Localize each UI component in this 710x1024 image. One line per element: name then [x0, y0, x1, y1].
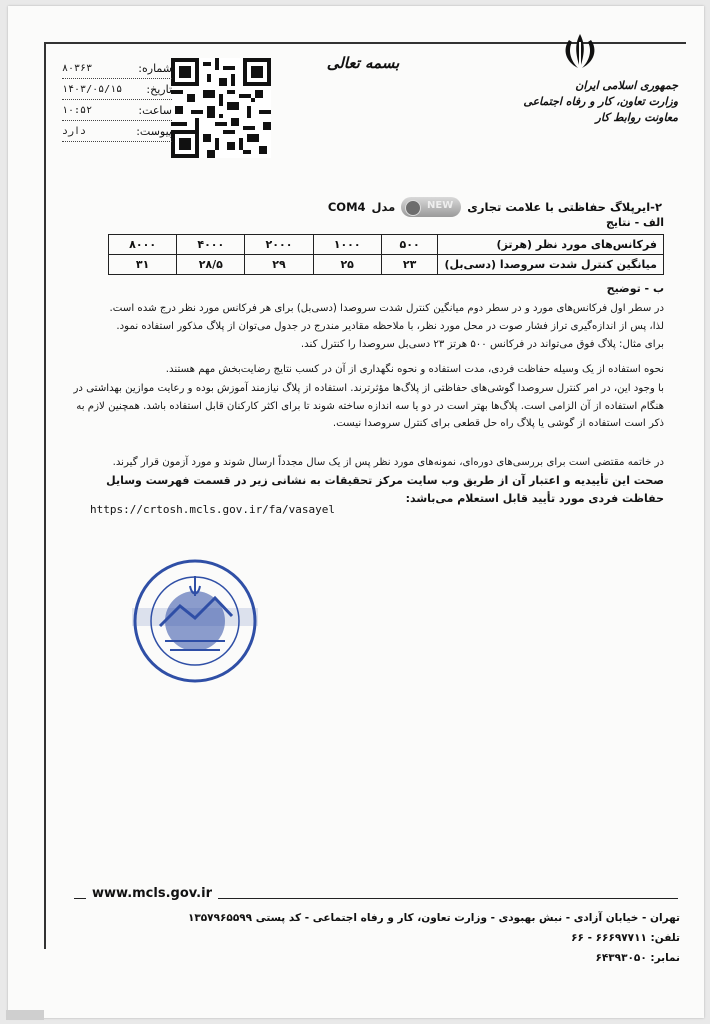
table-header-attenuation: میانگین کنترل شدت سروصدا (دسی‌بل): [438, 255, 664, 275]
meta-number-row: [62, 58, 172, 79]
model-label: مدل: [371, 200, 396, 214]
meta-number-label: شماره:: [138, 62, 172, 75]
meta-attachment-row: [62, 121, 172, 142]
table-row: [109, 235, 664, 255]
scanner-watermark: [6, 1010, 44, 1020]
brand-logo-text: NEW: [427, 200, 454, 211]
table-cell: ۲۵: [313, 255, 381, 275]
meta-date-row: [62, 79, 172, 100]
paragraph-1: در سطر اول فرکانس‌های مورد و در سطر دوم میانگین کنترل شدت سروصدا (دسی‌بل) برای هر فرکانس مورد نظر درج شده است.: [109, 303, 664, 314]
table-cell: ۲۰۰۰: [245, 235, 313, 255]
table-cell: ۲۸/۵: [177, 255, 245, 275]
footer-address-block: [168, 908, 680, 968]
footer-address: تهران - خیابان آزادی - نبش بهبودی - وزارت تعاون، کار و رفاه اجتماعی - کد پستی ۱۳۵۷۹۶۵۵۹۹ تلفن: ۶۶۶۹۷۷۱۱ - ۶۶: [187, 912, 680, 944]
meta-date-value: ۱۴۰۳/۰۵/۱۵: [62, 84, 123, 95]
table-cell: ۵۰۰: [381, 235, 438, 255]
table-cell: ۳۱: [109, 255, 177, 275]
ministry-header: [478, 78, 678, 126]
iran-emblem-icon: [556, 28, 604, 76]
section-title-text: ۲-ایرپلاگ حفاظتی با علامت تجاری: [467, 200, 662, 214]
model-value: COM4: [327, 200, 366, 214]
paragraph-3: برای مثال: پلاگ فوق می‌تواند در فرکانس ۵۰۰ هرتز ۲۳ دسی‌بل سروصدا را کنترل کند.: [300, 339, 664, 350]
table-cell: ۱۰۰۰: [313, 235, 381, 255]
table-cell: ۲۹: [245, 255, 313, 275]
explanation-label: ب - توضیح: [606, 282, 664, 295]
meta-time-row: [62, 100, 172, 121]
verification-url[interactable]: https://crtosh.mcls.gov.ir/fa/vasayel: [90, 503, 336, 516]
meta-number-value: ۸۰۳۶۳: [62, 63, 93, 74]
meta-date-label: تاریخ:: [146, 83, 172, 96]
meta-attachment-value: دارد: [62, 126, 87, 137]
org-line-2: وزارت تعاون، کار و رفاه اجتماعی: [523, 95, 678, 108]
brand-logo-icon: [401, 197, 461, 217]
footer-fax: نمابر: ۶۴۳۹۳۰۵۰: [595, 952, 680, 964]
paragraph-2: لذا، پس از اندازه‌گیری تراز فشار صوت در محل مورد نظر، با ملاحظه مقادیر مندرج در جدول می‌توان از پلاگ مذکور استفاده نمود.: [116, 321, 664, 332]
paragraph-6: در خاتمه مقتضی است برای بررسی‌های دوره‌ای، نمونه‌های مورد نظر پس از یک سال مجدداً ارسال شوند و مورد آزمون قرار گیرند.: [112, 457, 664, 468]
qr-code-icon: [171, 58, 271, 158]
letter-metadata: [62, 58, 172, 142]
table-cell: ۸۰۰۰: [109, 235, 177, 255]
official-seal-icon: [120, 546, 270, 696]
paragraph-4: نحوه استفاده از یک وسیله حفاظت فردی، مدت استفاده و نحوه نگهداری از آن در کسب نتایج رضایت‌بخش مهم هستند.: [165, 364, 664, 375]
org-line-1: جمهوری اسلامی ایران: [575, 79, 678, 92]
section-title: [318, 197, 662, 217]
footer-website[interactable]: www.mcls.gov.ir: [86, 886, 218, 901]
results-table: [108, 234, 664, 275]
paragraph-5: با وجود این، در امر کنترل سروصدا گوشی‌های حفاظتی از پلاگ‌ها مؤثرترند. استفاده از پلاگ نیازمند آموزش بوده و رعایت موازین بهداشتی در هنگام استفاده از آن الزامی است. پلاگ‌ها بهتر است در دو یا سه اندازه ساخته شوند تا برای اکثر کارکنان قابل استفاده باشد. همچنین لازم به ذکر است استفاده از گوشی یا پلاگ راه حل قطعی برای کنترل سروصدا نیست.: [73, 383, 664, 429]
document-page: [8, 6, 704, 1018]
table-cell: ۲۳: [381, 255, 438, 275]
meta-attachment-label: پیوست:: [136, 125, 172, 138]
table-row: [109, 255, 664, 275]
org-line-3: معاونت روابط کار: [595, 111, 678, 124]
table-header-frequency: فرکانس‌های مورد نظر (هرتز): [438, 235, 664, 255]
results-label: الف - نتایج: [605, 216, 664, 229]
meta-time-label: ساعت:: [138, 104, 172, 117]
table-cell: ۴۰۰۰: [177, 235, 245, 255]
meta-time-value: ۱۰:۵۲: [62, 105, 93, 116]
paragraph-7: صحت این تأییدیه و اعتبار آن از طریق وب سایت مرکز تحقیقات به نشانی زیر در قسمت فهرست وسایل حفاظت فردی مورد تأیید قابل استعلام می‌باشد:: [106, 474, 664, 505]
bismillah-heading: بسمه تعالی: [326, 54, 400, 72]
